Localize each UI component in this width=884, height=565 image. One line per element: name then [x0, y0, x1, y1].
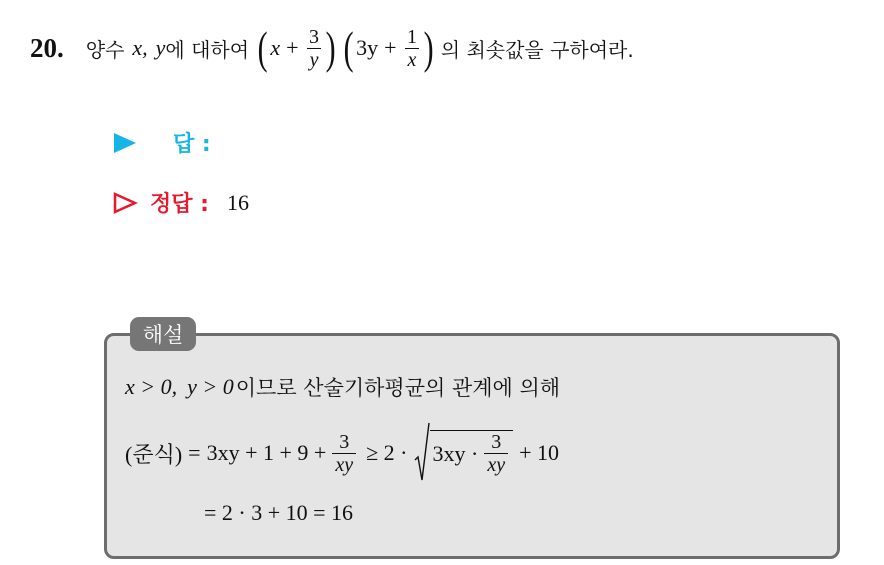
left-paren: (	[257, 22, 268, 73]
final-computation: = 2 · 3 + 10 = 16	[204, 500, 354, 525]
expr1-plus: +	[286, 35, 299, 60]
sqrt-fraction	[484, 431, 508, 476]
expr1-frac-num: 3	[309, 25, 320, 48]
expr2-coef-var: 3y	[356, 35, 379, 60]
answer-label: 답 :	[173, 132, 211, 157]
answer-row	[112, 127, 211, 158]
condition-x: x > 0,	[125, 374, 178, 399]
expr1-fraction	[307, 26, 322, 71]
var-y: y	[155, 35, 166, 60]
expr2-frac-den: x	[405, 48, 420, 71]
expr2-frac-num: 1	[406, 25, 417, 48]
explanation-line-1	[125, 372, 560, 402]
problem-intro: 양수	[85, 37, 125, 62]
amgm-inequality: ≥ 2 ·	[366, 440, 408, 465]
expr2-fraction	[405, 26, 420, 71]
explanation-line-2	[125, 420, 559, 486]
square-root	[414, 422, 514, 484]
expanded-terms: 3xy + 1 + 9 +	[206, 440, 327, 465]
expr1-frac-den: y	[307, 48, 322, 71]
problem-intro-suffix: 에 대하여	[165, 37, 250, 62]
solution-row	[112, 187, 249, 218]
equals-sign: =	[188, 440, 201, 465]
problem-number: 20.	[30, 32, 64, 63]
solution-value: 16	[226, 189, 249, 215]
terms-fraction	[332, 431, 356, 476]
sqrt-frac-den: xy	[484, 453, 508, 476]
explanation-line-3	[204, 498, 353, 528]
terms-frac-num: 3	[339, 430, 350, 453]
sqrt-inner: 3xy ·	[432, 440, 479, 466]
problem-statement	[30, 22, 634, 74]
solution-label: 정답 :	[150, 192, 209, 217]
right-paren: )	[424, 22, 435, 73]
problem-question: 의 최솟값을 구하여라.	[440, 37, 634, 62]
explanation-tab: 해설	[130, 317, 196, 351]
right-paren: )	[326, 22, 337, 73]
expr1-var: x	[270, 35, 281, 60]
filled-triangle-icon	[112, 131, 138, 155]
radical-sign-icon	[414, 422, 430, 484]
condition-y: y > 0	[187, 374, 234, 399]
var-x: x,	[132, 35, 148, 60]
sqrt-frac-num: 3	[491, 431, 502, 453]
sqrt-body	[430, 430, 514, 476]
left-paren: (	[343, 22, 354, 73]
explanation-text: 이므로 산술기하평균의 관계에 의해	[235, 376, 561, 400]
tail-term: + 10	[519, 440, 560, 465]
outline-triangle-icon	[112, 191, 138, 215]
expr2-plus: +	[384, 35, 397, 60]
terms-frac-den: xy	[332, 453, 356, 476]
expression-label: (준식)	[125, 441, 183, 467]
